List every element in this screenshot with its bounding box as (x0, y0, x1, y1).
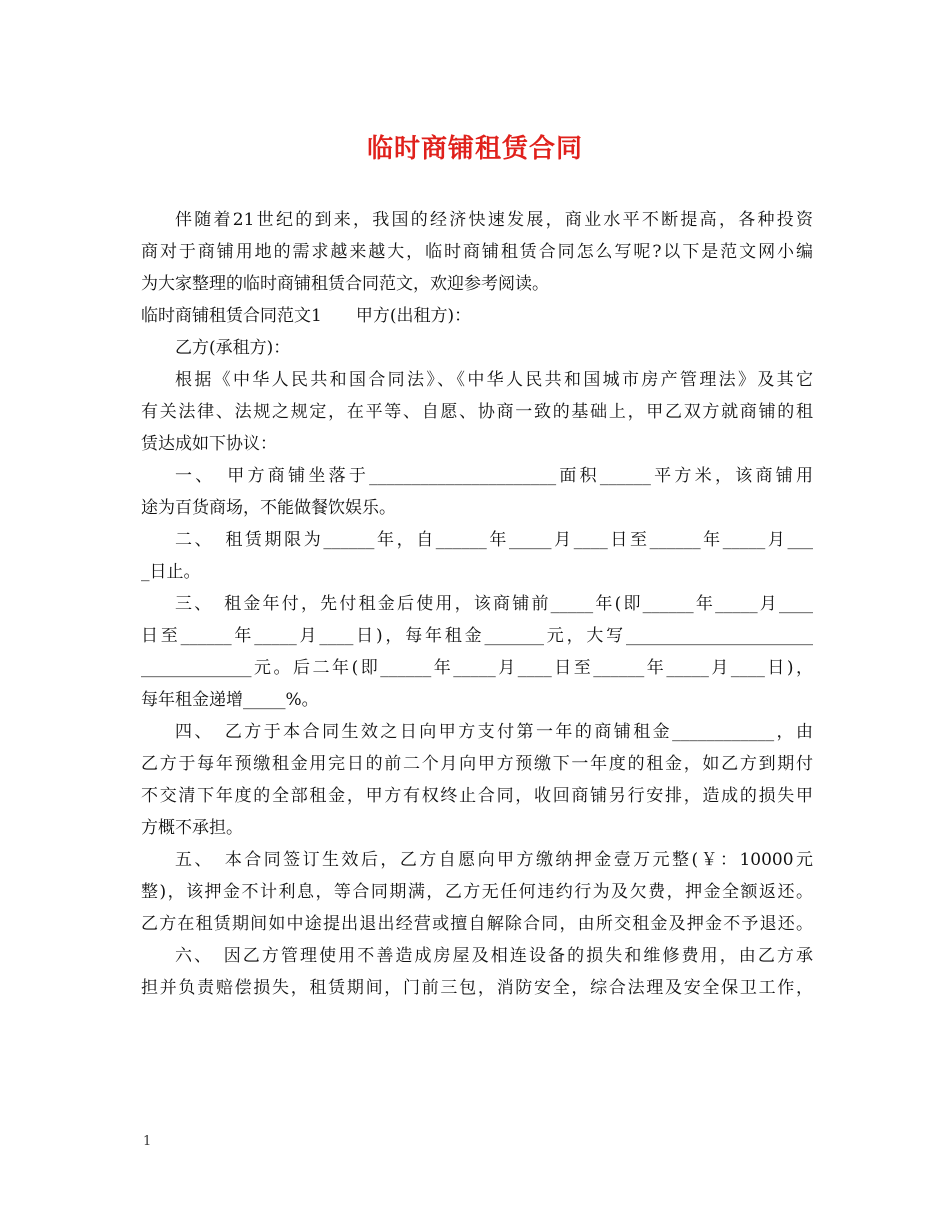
text-line: 不交清下年度的全部租金，甲方有权终止合同，收回商铺另行安排，造成的损失甲 (141, 786, 813, 806)
text-line: 一、 甲方商铺坐落于______________________面积______平方米，该商铺用 (175, 466, 813, 486)
text-line: 整)，该押金不计利息，等合同期满，乙方无任何违约行为及欠费，押金全额返还。 (141, 882, 813, 902)
text-line: 临时商铺租赁合同范文1 甲方(出租方)： (141, 306, 472, 326)
text-line: 赁达成如下协议： (141, 434, 277, 454)
text-line: 乙方在租赁期间如中途提出退出经营或擅自解除合同，由所交租金及押金不予退还。 (141, 914, 813, 934)
text-line: 六、 因乙方管理使用不善造成房屋及相连设备的损失和维修费用，由乙方承 (175, 946, 813, 966)
text-line: 为大家整理的临时商铺租赁合同范文，欢迎参考阅读。 (141, 274, 549, 294)
text-line: 每年租金递增_____%。 (141, 690, 319, 710)
text-line: _____________元。后二年(即______年_____月____日至______年_____月____日)， (141, 658, 813, 678)
text-line: 途为百货商场，不能做餐饮娱乐。 (141, 498, 396, 518)
text-line: 担并负责赔偿损失，租赁期间，门前三包，消防安全，综合法理及安全保卫工作， (141, 978, 813, 998)
text-line: 日至______年_____月____日)，每年租金_______元，大写______________________ (141, 626, 813, 646)
document-body (141, 204, 813, 1004)
document-title: 临时商铺租赁合同 (366, 134, 583, 164)
text-line: 伴随着21世纪的到来，我国的经济快速发展，商业水平不断提高，各种投资 (175, 210, 813, 230)
text-line: 根据《中华人民共和国合同法》、《中华人民共和国城市房产管理法》及其它 (175, 370, 813, 390)
text-line: 有关法律、法规之规定，在平等、自愿、协商一致的基础上，甲乙双方就商铺的租 (141, 402, 813, 422)
text-line: 三、 租金年付，先付租金后使用，该商铺前_____年(即______年_____月____ (175, 594, 813, 614)
text-line: 四、 乙方于本合同生效之日向甲方支付第一年的商铺租金____________，由 (175, 722, 813, 742)
text-line: 乙方(承租方)： (175, 338, 291, 358)
text-line: 乙方于每年预缴租金用完日的前二个月向甲方预缴下一年度的租金，如乙方到期付 (141, 754, 813, 774)
page-number: 1 (143, 1134, 152, 1149)
text-line: 方概不承担。 (141, 818, 243, 838)
text-line: _日止。 (141, 562, 201, 582)
text-line: 商对于商铺用地的需求越来越大，临时商铺租赁合同怎么写呢?以下是范文网小编 (141, 242, 813, 262)
text-line: 二、 租赁期限为______年，自______年_____月____日至______年_____月___ (175, 530, 813, 550)
text-line: 五、 本合同签订生效后，乙方自愿向甲方缴纳押金壹万元整(￥：10000元 (175, 850, 813, 870)
